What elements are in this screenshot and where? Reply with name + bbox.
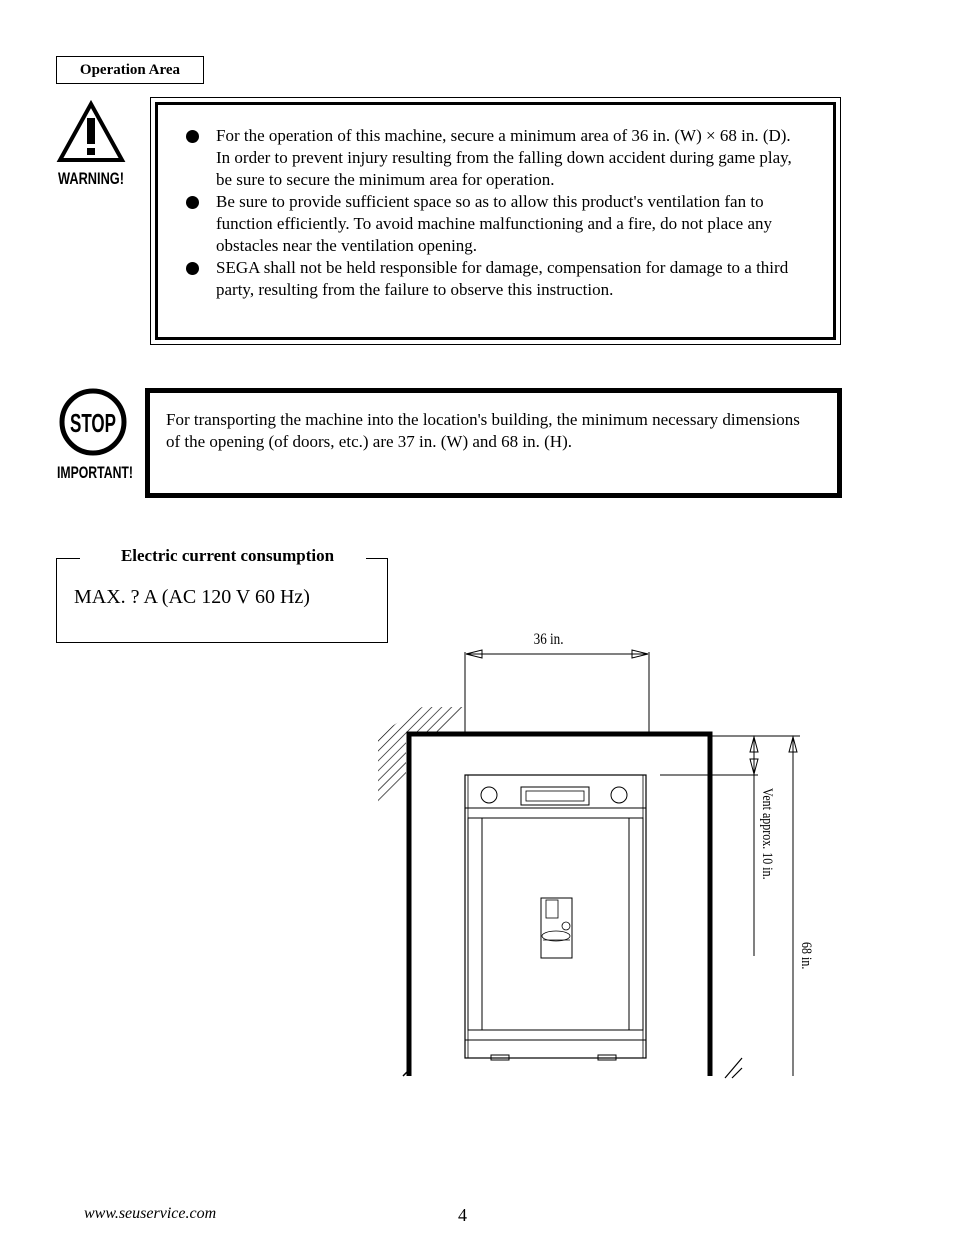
warning-box bbox=[150, 97, 841, 345]
important-box bbox=[145, 388, 842, 498]
important-label: IMPORTANT! bbox=[57, 463, 133, 482]
machine-cabinet bbox=[465, 775, 646, 1058]
section-label: Operation Area bbox=[56, 56, 204, 84]
electric-box-edge bbox=[56, 558, 80, 559]
page-number: 4 bbox=[458, 1205, 467, 1225]
stop-label: STOP bbox=[70, 408, 116, 438]
warning-item: SEGA shall not be held responsible for damage, compensation for damage to a third party, resulting from the failure to observe this instruction. bbox=[186, 257, 806, 301]
electric-value: MAX. ? A (AC 120 V 60 Hz) bbox=[74, 586, 310, 608]
wall-hatch bbox=[378, 707, 470, 808]
warning-list bbox=[186, 125, 806, 301]
width-label: 36 in. bbox=[533, 630, 564, 649]
bullet-icon bbox=[186, 130, 199, 143]
electric-box-edge bbox=[366, 558, 388, 559]
important-text: For transporting the machine into the location's building, the minimum necessary dimensions of the opening (of doors, etc.) are 37 in. (W) and 68 in. (H). bbox=[166, 410, 800, 451]
footer-url: www.seuservice.com bbox=[84, 1205, 217, 1222]
warning-icon bbox=[56, 100, 126, 190]
stop-icon bbox=[56, 386, 136, 486]
warning-item: For the operation of this machine, secure a minimum area of 36 in. (W) × 68 in. (D). In order to prevent injury resulting from the falling down accident during game play, be sure to secure the minimum area for operation. bbox=[186, 125, 806, 191]
bullet-icon bbox=[186, 262, 199, 275]
depth-label: 68 in. bbox=[798, 942, 816, 970]
warning-label: WARNING! bbox=[58, 169, 124, 188]
electric-title: Electric current consumption bbox=[96, 546, 359, 566]
vent-label: Vent approx. 10 in. bbox=[759, 788, 777, 880]
warning-item: Be sure to provide sufficient space so as to allow this product's ventilation fan to function efficiently. To avoid machine malfunctioning and a fire, do not place any obstacles near the ventilation opening. bbox=[186, 191, 806, 257]
area-diagram bbox=[370, 620, 830, 1080]
bullet-icon bbox=[186, 196, 199, 209]
